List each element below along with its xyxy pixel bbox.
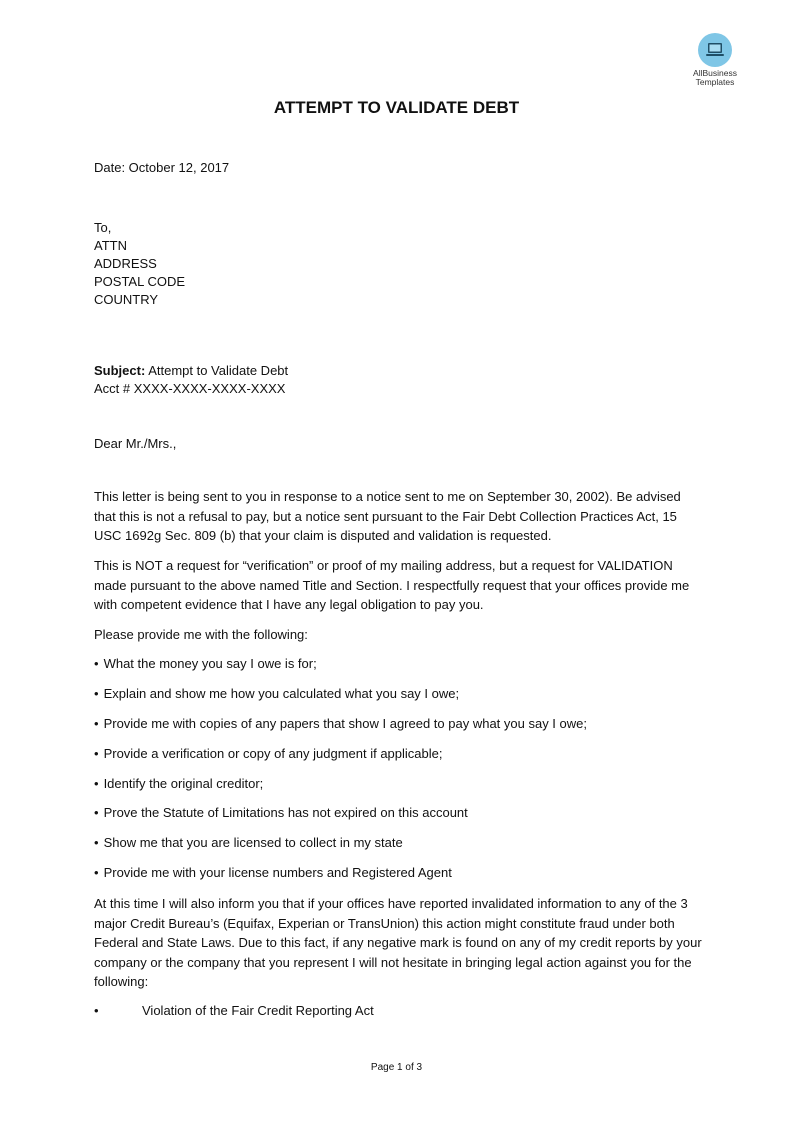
bullet-icon: • (94, 805, 99, 820)
bullet-icon: • (94, 865, 99, 880)
bullet-icon: • (94, 656, 99, 671)
recipient-address: ADDRESS (94, 256, 157, 271)
paragraph-intro: This letter is being sent to you in response to a notice sent to me on September 30, 2002). Be advised that this is not a refusal to pay, but a notice sent pursuant to the Fair Debt Collection Practices Act, 15 USC 1692g Sec. 809 (b) that your claim is disputed and validation is requested. (94, 489, 681, 543)
list-item: • Provide me with your license numbers and Registered Agent (94, 865, 452, 880)
bullet-icon: • (94, 835, 99, 850)
bullet-icon: • (94, 746, 99, 761)
recipient-attn: ATTN (94, 238, 127, 253)
account-number: Acct # XXXX-XXXX-XXXX-XXXX (94, 381, 286, 396)
page-number: Page 1 of 3 (370, 1062, 423, 1073)
recipient-country: COUNTRY (94, 292, 159, 307)
laptop-icon (698, 33, 732, 67)
company-logo (686, 33, 744, 87)
list-item: • Provide me with copies of any papers that show I agreed to pay what you say I owe; (94, 716, 587, 731)
paragraph-request-lead: Please provide me with the following: (94, 627, 308, 642)
salutation: Dear Mr./Mrs., (94, 436, 177, 451)
letter-date: Date: October 12, 2017 (94, 160, 230, 175)
violation-item: • Violation of the Fair Credit Reporting Act (94, 1003, 374, 1018)
subject-text: Attempt to Validate Debt (145, 363, 289, 378)
paragraph-credit-bureau: At this time I will also inform you that if your offices have reported invalidated information to any of the 3 major Credit Bureau’s (Equifax, Experian or TransUnion) this action might constitute fraud under both Federal and State Laws. Due to this fact, if any negative mark is found on any of my credit reports by your company or the company that you represent I will not hesitate in bringing legal action against you for the following: (94, 896, 702, 989)
bullet-icon: • (94, 716, 99, 731)
document-title: ATTEMPT TO VALIDATE DEBT (273, 98, 520, 117)
subject-line (94, 362, 288, 380)
list-item: • Identify the original creditor; (94, 776, 264, 791)
bullet-icon: • (94, 776, 99, 791)
bullet-icon: • (94, 686, 99, 701)
list-item: • Provide a verification or copy of any judgment if applicable; (94, 746, 443, 761)
paragraph-validation: This is NOT a request for “verification” or proof of my mailing address, but a request for VALIDATION made pursuant to the above named Title and Section. I respectfully request that your offices provide me with competent evidence that I have any legal obligation to pay you. (94, 558, 690, 612)
list-item: • Prove the Statute of Limitations has not expired on this account (94, 805, 468, 820)
list-item: • Explain and show me how you calculated what you say I owe; (94, 686, 460, 701)
subject-label: Subject: (94, 363, 146, 378)
recipient-to: To, (94, 220, 112, 235)
recipient-postal-code: POSTAL CODE (94, 274, 186, 289)
logo-text: AllBusiness Templates (693, 68, 737, 87)
list-item: • What the money you say I owe is for; (94, 656, 317, 671)
bullet-icon: • (94, 1003, 99, 1018)
list-item: • Show me that you are licensed to collect in my state (94, 835, 403, 850)
